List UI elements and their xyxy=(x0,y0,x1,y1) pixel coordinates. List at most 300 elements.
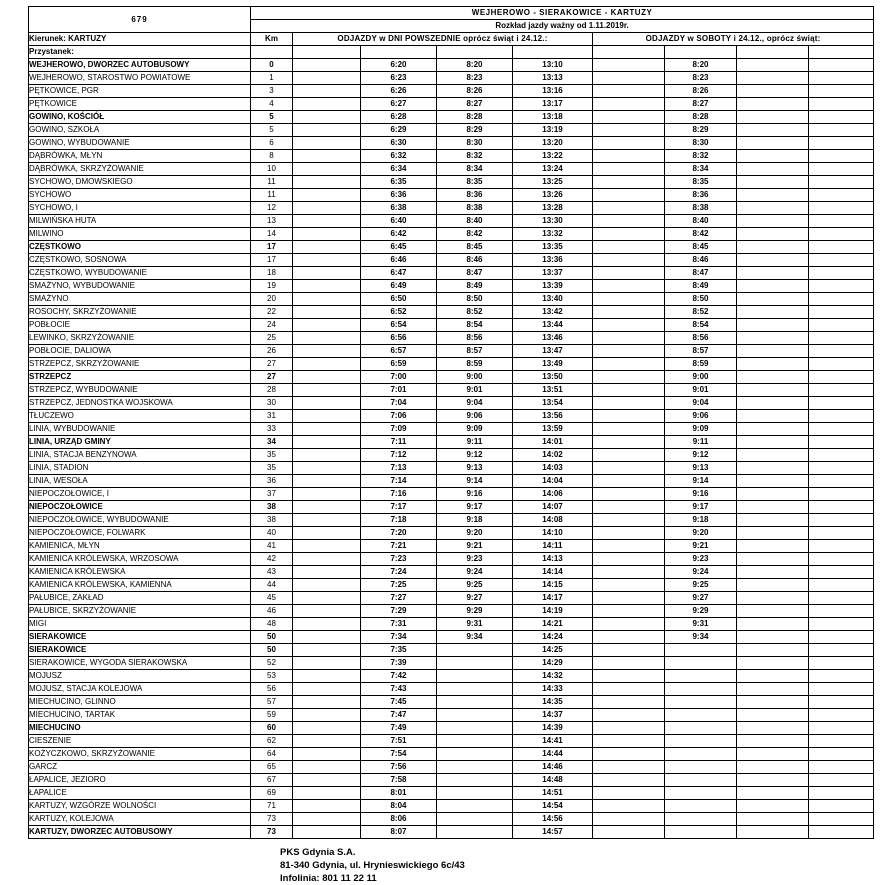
saturday-departure: 8:35 xyxy=(665,176,737,189)
stop-name: NIEPOCZOŁOWICE, FOLWARK xyxy=(29,527,251,540)
table-row xyxy=(29,488,874,501)
saturday-departure xyxy=(593,488,665,501)
saturday-departure: 8:32 xyxy=(665,150,737,163)
weekday-departure xyxy=(293,124,361,137)
weekday-departure: 7:31 xyxy=(361,618,437,631)
stop-name: NIEPOCZOŁOWICE, WYBUDOWANIE xyxy=(29,514,251,527)
saturday-departure xyxy=(593,800,665,813)
table-row xyxy=(29,735,874,748)
weekday-departure: 7:21 xyxy=(361,540,437,553)
saturday-departure: 8:56 xyxy=(665,332,737,345)
stop-km: 56 xyxy=(251,683,293,696)
saturday-departure xyxy=(593,293,665,306)
saturday-departure-empty xyxy=(809,514,874,527)
weekday-departure: 13:50 xyxy=(513,371,593,384)
weekday-departure: 8:49 xyxy=(437,280,513,293)
saturday-departure-empty xyxy=(737,306,809,319)
table-row xyxy=(29,722,874,735)
weekday-departure: 9:17 xyxy=(437,501,513,514)
table-row xyxy=(29,124,874,137)
saturday-departure-empty xyxy=(809,475,874,488)
weekday-departure: 7:35 xyxy=(361,644,437,657)
saturday-departure-empty xyxy=(737,501,809,514)
weekday-departure: 9:24 xyxy=(437,566,513,579)
saturday-departure-empty xyxy=(809,774,874,787)
saturday-departure: 9:06 xyxy=(665,410,737,423)
saturday-departure: 9:20 xyxy=(665,527,737,540)
saturday-departure-empty xyxy=(809,579,874,592)
saturday-departure-empty xyxy=(809,124,874,137)
saturday-departure-empty xyxy=(737,683,809,696)
weekday-departure: 8:26 xyxy=(437,85,513,98)
weekday-departure: 14:39 xyxy=(513,722,593,735)
sat-col-1-header xyxy=(593,46,665,59)
saturday-departure xyxy=(593,72,665,85)
saturday-departure: 9:21 xyxy=(665,540,737,553)
table-row xyxy=(29,436,874,449)
stop-km: 10 xyxy=(251,163,293,176)
weekday-departure xyxy=(293,189,361,202)
table-row xyxy=(29,670,874,683)
saturday-departure-empty xyxy=(737,423,809,436)
weekday-departure: 14:03 xyxy=(513,462,593,475)
weekday-departure: 7:29 xyxy=(361,605,437,618)
weekday-departure: 7:23 xyxy=(361,553,437,566)
table-row xyxy=(29,761,874,774)
saturday-departure-empty xyxy=(737,59,809,72)
saturday-departure: 9:13 xyxy=(665,462,737,475)
weekday-departure: 7:17 xyxy=(361,501,437,514)
weekday-departure: 7:47 xyxy=(361,709,437,722)
stop-km: 60 xyxy=(251,722,293,735)
stop-name: TŁUCZEWO xyxy=(29,410,251,423)
stop-name: GARCZ xyxy=(29,761,251,774)
weekday-departure: 7:00 xyxy=(361,371,437,384)
saturday-departure: 8:20 xyxy=(665,59,737,72)
weekday-departure: 6:54 xyxy=(361,319,437,332)
stop-name: NIEPOCZOŁOWICE, I xyxy=(29,488,251,501)
weekday-departure: 8:04 xyxy=(361,800,437,813)
stop-name: SYCHOWO, DMOWSKIEGO xyxy=(29,176,251,189)
saturday-departure-empty xyxy=(737,150,809,163)
weekday-departure: 13:10 xyxy=(513,59,593,72)
stop-name: ŁAPALICE, JEZIORO xyxy=(29,774,251,787)
stop-km: 42 xyxy=(251,553,293,566)
saturday-departure-empty xyxy=(737,319,809,332)
weekday-departure: 6:32 xyxy=(361,150,437,163)
saturday-departure xyxy=(593,189,665,202)
saturday-departure: 8:38 xyxy=(665,202,737,215)
weekday-departure xyxy=(293,371,361,384)
saturday-departure xyxy=(593,722,665,735)
weekday-departure: 6:40 xyxy=(361,215,437,228)
weekday-departure: 9:11 xyxy=(437,436,513,449)
stop-name: DĄBRÓWKA, MŁYN xyxy=(29,150,251,163)
route-title: WEJHEROWO - SIERAKOWICE - KARTUZY xyxy=(251,7,874,20)
weekday-departure: 13:26 xyxy=(513,189,593,202)
saturday-departure-empty xyxy=(737,397,809,410)
stop-km: 41 xyxy=(251,540,293,553)
saturday-departure: 8:42 xyxy=(665,228,737,241)
stop-name: MIECHUCINO xyxy=(29,722,251,735)
saturday-departure xyxy=(593,241,665,254)
table-row xyxy=(29,774,874,787)
saturday-departure: 8:49 xyxy=(665,280,737,293)
saturday-departure-empty xyxy=(737,657,809,670)
weekday-departure xyxy=(293,527,361,540)
stop-km: 57 xyxy=(251,696,293,709)
saturday-departure-empty xyxy=(737,592,809,605)
weekday-departure xyxy=(293,475,361,488)
table-row xyxy=(29,98,874,111)
table-row xyxy=(29,605,874,618)
saturday-departure-empty xyxy=(809,683,874,696)
saturday-departure-empty xyxy=(809,345,874,358)
weekday-departure: 9:21 xyxy=(437,540,513,553)
weekday-departure: 6:28 xyxy=(361,111,437,124)
saturday-departure xyxy=(665,683,737,696)
stop-km: 11 xyxy=(251,176,293,189)
saturday-departure-empty xyxy=(809,137,874,150)
saturday-departure-empty xyxy=(737,787,809,800)
saturday-departure-empty xyxy=(809,696,874,709)
stop-name: KAMIENICA KRÓLEWSKA xyxy=(29,566,251,579)
weekday-departure xyxy=(437,748,513,761)
saturday-departure-empty xyxy=(809,436,874,449)
stop-km: 22 xyxy=(251,306,293,319)
weekday-departure: 13:18 xyxy=(513,111,593,124)
stop-name: STRZEPCZ, JEDNOSTKA WOJSKOWA xyxy=(29,397,251,410)
weekday-departure: 6:35 xyxy=(361,176,437,189)
weekday-departure: 13:56 xyxy=(513,410,593,423)
stop-name: LINIA, URZĄD GMINY xyxy=(29,436,251,449)
table-row xyxy=(29,111,874,124)
saturday-departure-empty xyxy=(809,293,874,306)
weekday-departure: 9:34 xyxy=(437,631,513,644)
saturday-departure: 8:30 xyxy=(665,137,737,150)
table-row xyxy=(29,319,874,332)
weekday-departure: 6:49 xyxy=(361,280,437,293)
weekday-departure xyxy=(293,774,361,787)
stop-km: 5 xyxy=(251,111,293,124)
saturday-departure: 8:29 xyxy=(665,124,737,137)
weekday-departure xyxy=(293,150,361,163)
saturday-departure xyxy=(593,358,665,371)
stop-name: GOWINO, KOŚCIÓŁ xyxy=(29,111,251,124)
weekday-departure xyxy=(293,332,361,345)
weekday-departure: 8:01 xyxy=(361,787,437,800)
saturday-departure-empty xyxy=(809,72,874,85)
weekday-departure xyxy=(437,774,513,787)
table-row xyxy=(29,163,874,176)
saturday-departure xyxy=(593,787,665,800)
stop-name: SYCHOWO xyxy=(29,189,251,202)
weekday-departure: 9:31 xyxy=(437,618,513,631)
weekday-departure: 13:36 xyxy=(513,254,593,267)
saturday-departure xyxy=(593,85,665,98)
weekday-departure: 9:23 xyxy=(437,553,513,566)
weekday-departure: 9:13 xyxy=(437,462,513,475)
saturday-departure-empty xyxy=(809,540,874,553)
saturday-departure-empty xyxy=(809,384,874,397)
weekday-departure xyxy=(293,813,361,826)
saturday-departure-empty xyxy=(809,176,874,189)
saturday-departure xyxy=(593,163,665,176)
km-header: Km xyxy=(251,33,293,46)
saturday-departure-empty xyxy=(809,397,874,410)
saturday-departure xyxy=(665,826,737,839)
weekday-departure: 7:27 xyxy=(361,592,437,605)
weekday-departure: 14:13 xyxy=(513,553,593,566)
weekday-departure xyxy=(293,293,361,306)
saturday-departure xyxy=(593,254,665,267)
weekday-departure xyxy=(293,163,361,176)
saturday-departure-empty xyxy=(737,722,809,735)
weekday-departure: 13:49 xyxy=(513,358,593,371)
weekday-departure: 8:23 xyxy=(437,72,513,85)
weekday-departure: 13:47 xyxy=(513,345,593,358)
weekday-departure: 8:36 xyxy=(437,189,513,202)
saturday-departure xyxy=(593,670,665,683)
stop-km: 8 xyxy=(251,150,293,163)
weekday-departure xyxy=(293,202,361,215)
saturday-departure xyxy=(665,670,737,683)
table-row xyxy=(29,579,874,592)
weekday-departure: 13:16 xyxy=(513,85,593,98)
saturday-departure-empty xyxy=(809,85,874,98)
saturday-departure: 9:12 xyxy=(665,449,737,462)
weekday-departure: 13:35 xyxy=(513,241,593,254)
weekday-departure xyxy=(293,358,361,371)
stop-name: MIGI xyxy=(29,618,251,631)
weekday-departure: 6:20 xyxy=(361,59,437,72)
weekday-departure: 9:20 xyxy=(437,527,513,540)
saturday-departure xyxy=(593,397,665,410)
saturday-departure-empty xyxy=(737,371,809,384)
table-row xyxy=(29,397,874,410)
weekday-departure xyxy=(437,670,513,683)
weekday-departure xyxy=(293,397,361,410)
table-row xyxy=(29,462,874,475)
stop-km: 48 xyxy=(251,618,293,631)
stop-km: 0 xyxy=(251,59,293,72)
saturday-departure xyxy=(593,462,665,475)
saturday-departure-empty xyxy=(809,605,874,618)
weekday-departure xyxy=(293,98,361,111)
sat-col-2-header xyxy=(665,46,737,59)
saturday-departure-empty xyxy=(809,462,874,475)
saturday-departure xyxy=(593,59,665,72)
stop-name: WEJHEROWO, STAROSTWO POWIATOWE xyxy=(29,72,251,85)
saturday-departure: 8:52 xyxy=(665,306,737,319)
weekday-departure: 6:59 xyxy=(361,358,437,371)
weekday-departure: 6:29 xyxy=(361,124,437,137)
table-row xyxy=(29,696,874,709)
saturday-departure: 8:36 xyxy=(665,189,737,202)
table-row xyxy=(29,254,874,267)
weekday-departure: 13:24 xyxy=(513,163,593,176)
weekday-departure: 9:09 xyxy=(437,423,513,436)
weekday-departure: 6:26 xyxy=(361,85,437,98)
weekday-departure: 13:42 xyxy=(513,306,593,319)
saturday-departure-empty xyxy=(737,566,809,579)
saturday-departure-empty xyxy=(737,358,809,371)
weekday-departure xyxy=(293,696,361,709)
saturday-departure xyxy=(665,748,737,761)
stop-name: POBŁOCIE, DALIOWA xyxy=(29,345,251,358)
saturday-departure: 8:54 xyxy=(665,319,737,332)
stop-name: MIECHUCINO, TARTAK xyxy=(29,709,251,722)
saturday-departure-empty xyxy=(809,306,874,319)
weekday-departure: 13:13 xyxy=(513,72,593,85)
saturday-departure-empty xyxy=(809,189,874,202)
weekday-departure: 14:15 xyxy=(513,579,593,592)
saturday-departure xyxy=(593,553,665,566)
weekday-departure: 9:06 xyxy=(437,410,513,423)
saturday-departure xyxy=(593,774,665,787)
validity-note: Rozkład jazdy ważny od 1.11.2019r. xyxy=(251,20,874,33)
saturday-departure-empty xyxy=(737,85,809,98)
saturday-departure-empty xyxy=(737,384,809,397)
saturday-departure: 8:26 xyxy=(665,85,737,98)
saturday-departure xyxy=(593,384,665,397)
saturday-departure-empty xyxy=(737,514,809,527)
stop-km: 59 xyxy=(251,709,293,722)
weekday-departure: 8:54 xyxy=(437,319,513,332)
stop-km: 64 xyxy=(251,748,293,761)
weekday-departure: 7:06 xyxy=(361,410,437,423)
saturday-departure xyxy=(665,774,737,787)
table-row xyxy=(29,72,874,85)
saturday-departure: 8:28 xyxy=(665,111,737,124)
table-row xyxy=(29,514,874,527)
saturday-departure xyxy=(593,592,665,605)
table-row xyxy=(29,657,874,670)
saturday-departure-empty xyxy=(809,553,874,566)
saturday-group-header: ODJAZDY w SOBOTY i 24.12., oprócz świąt: xyxy=(593,33,874,46)
saturday-departure-empty xyxy=(737,228,809,241)
weekday-departure: 9:04 xyxy=(437,397,513,410)
weekday-departure: 13:59 xyxy=(513,423,593,436)
saturday-departure xyxy=(593,202,665,215)
weekday-departure: 14:29 xyxy=(513,657,593,670)
saturday-departure-empty xyxy=(737,540,809,553)
saturday-departure-empty xyxy=(737,774,809,787)
saturday-departure-empty xyxy=(809,488,874,501)
saturday-departure xyxy=(593,215,665,228)
weekday-departure: 7:45 xyxy=(361,696,437,709)
saturday-departure-empty xyxy=(737,332,809,345)
weekday-departure: 6:47 xyxy=(361,267,437,280)
table-row xyxy=(29,293,874,306)
saturday-departure-empty xyxy=(809,566,874,579)
weekday-departure: 9:12 xyxy=(437,449,513,462)
weekday-departure: 8:50 xyxy=(437,293,513,306)
weekday-departure: 14:01 xyxy=(513,436,593,449)
weekday-departure: 13:32 xyxy=(513,228,593,241)
saturday-departure xyxy=(593,696,665,709)
table-row xyxy=(29,800,874,813)
weekday-departure xyxy=(293,228,361,241)
saturday-departure xyxy=(593,423,665,436)
weekday-departure xyxy=(293,579,361,592)
weekday-departure xyxy=(293,657,361,670)
table-row xyxy=(29,826,874,839)
table-row xyxy=(29,59,874,72)
saturday-departure: 9:14 xyxy=(665,475,737,488)
stop-km: 38 xyxy=(251,501,293,514)
weekday-departure: 7:04 xyxy=(361,397,437,410)
weekday-departure xyxy=(293,735,361,748)
saturday-departure: 8:27 xyxy=(665,98,737,111)
timetable-body xyxy=(29,59,874,839)
weekday-departure: 7:13 xyxy=(361,462,437,475)
weekday-departure xyxy=(437,709,513,722)
saturday-departure-empty xyxy=(809,722,874,735)
saturday-departure-empty xyxy=(737,579,809,592)
weekday-departure: 14:56 xyxy=(513,813,593,826)
table-row xyxy=(29,202,874,215)
saturday-departure: 9:25 xyxy=(665,579,737,592)
weekday-departure: 8:34 xyxy=(437,163,513,176)
weekday-departure: 7:14 xyxy=(361,475,437,488)
weekday-departure: 8:06 xyxy=(361,813,437,826)
weekday-departure: 7:16 xyxy=(361,488,437,501)
saturday-departure-empty xyxy=(737,800,809,813)
weekday-departure xyxy=(437,657,513,670)
stop-km: 18 xyxy=(251,267,293,280)
weekday-departure: 7:51 xyxy=(361,735,437,748)
saturday-departure-empty xyxy=(737,605,809,618)
weekday-departure: 13:22 xyxy=(513,150,593,163)
stop-name: MOJUSZ xyxy=(29,670,251,683)
stop-name: MIECHUCINO, GLINNO xyxy=(29,696,251,709)
saturday-departure xyxy=(593,540,665,553)
weekday-departure xyxy=(293,618,361,631)
stop-name: PAŁUBICE, SKRZYŻOWANIE xyxy=(29,605,251,618)
saturday-departure xyxy=(665,800,737,813)
operator-name: PKS Gdynia S.A. xyxy=(280,847,356,858)
saturday-departure-empty xyxy=(809,644,874,657)
stop-km: 17 xyxy=(251,241,293,254)
stop-km: 36 xyxy=(251,475,293,488)
weekday-departure: 14:35 xyxy=(513,696,593,709)
weekday-departure: 8:57 xyxy=(437,345,513,358)
weekday-departure xyxy=(293,683,361,696)
weekday-departure: 6:34 xyxy=(361,163,437,176)
stop-km: 20 xyxy=(251,293,293,306)
weekday-departure: 6:46 xyxy=(361,254,437,267)
km-header-blank xyxy=(251,46,293,59)
saturday-departure-empty xyxy=(809,748,874,761)
operator-hotline: Infolinia: 801 11 22 11 xyxy=(280,873,377,884)
weekday-departure: 8:38 xyxy=(437,202,513,215)
weekday-departure: 14:14 xyxy=(513,566,593,579)
saturday-departure-empty xyxy=(737,488,809,501)
stop-km: 30 xyxy=(251,397,293,410)
stop-name: LINIA, WESOŁA xyxy=(29,475,251,488)
saturday-departure-empty xyxy=(737,163,809,176)
saturday-departure xyxy=(593,111,665,124)
weekday-departure xyxy=(293,215,361,228)
stop-name: KAMIENICA KRÓLEWSKA, WRZOSOWA xyxy=(29,553,251,566)
stop-km: 14 xyxy=(251,228,293,241)
group-header-row xyxy=(29,33,874,46)
stop-name: GOWINO, SZKOŁA xyxy=(29,124,251,137)
weekday-departure xyxy=(293,384,361,397)
weekday-departure: 6:30 xyxy=(361,137,437,150)
weekday-departure xyxy=(293,787,361,800)
